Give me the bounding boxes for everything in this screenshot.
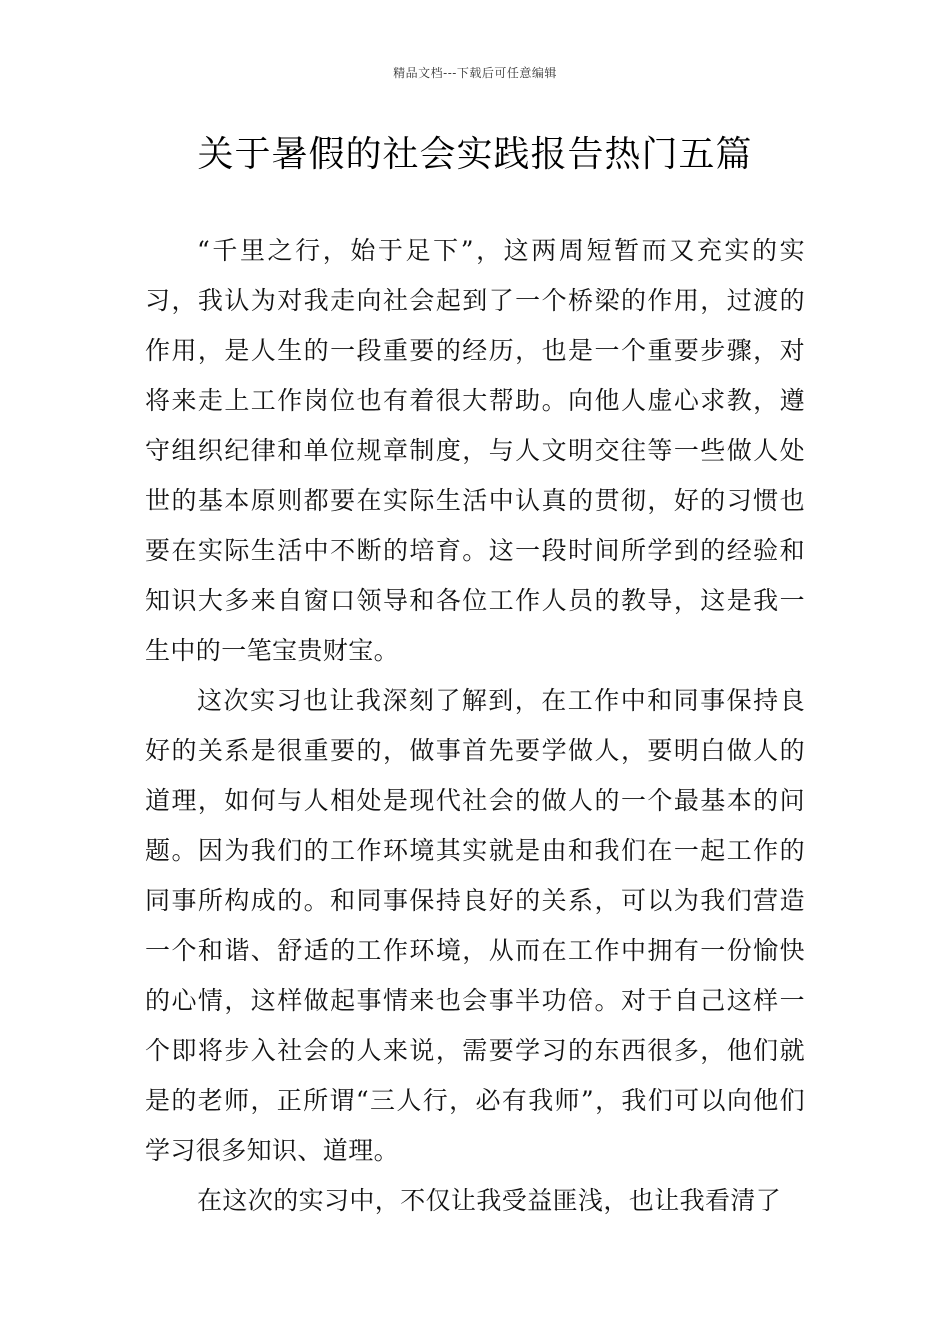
paragraph-3: 在这次的实习中，不仅让我受益匪浅，也让我看清了 bbox=[197, 1186, 782, 1215]
paragraph-2: 这次实习也让我深刻了解到，在工作中和同事保持良好的关系是很重要的，做事首先要学做人，要明白做人的道理，如何与人相处是现代社会的做人的一个最基本的问题。因为我们的工作环境其实就是由和我们在一起工作的同事所构成的。和同事保持良好的关系，可以为我们营造一个和谐、舒适的工作环境，从而在工作中拥有一份愉快的心情，这样做起事情来也会事半功倍。对于自己这样一个即将步入社会的人来说，需要学习的东西很多，他们就是的老师，正所谓“三人行，必有我师”，我们可以向他们学习很多知识、道理。 bbox=[145, 686, 805, 1165]
document-title: 关于暑假的社会实践报告热门五篇 bbox=[197, 134, 753, 175]
header-note: 精品文档---下载后可任意编辑 bbox=[393, 66, 557, 80]
document-body bbox=[145, 226, 805, 1226]
paragraph-1: “千里之行，始于足下”，这两周短暂而又充实的实习，我认为对我走向社会起到了一个桥梁的作用，过渡的作用，是人生的一段重要的经历，也是一个重要步骤，对将来走上工作岗位也有着很大帮助。向他人虚心求教，遵守组织纪律和单位规章制度，与人文明交往等一些做人处世的基本原则都要在实际生活中认真的贯彻，好的习惯也要在实际生活中不断的培育。这一段时间所学到的经验和知识大多来自窗口领导和各位工作人员的教导，这是我一生中的一笔宝贵财宝。 bbox=[145, 236, 805, 665]
